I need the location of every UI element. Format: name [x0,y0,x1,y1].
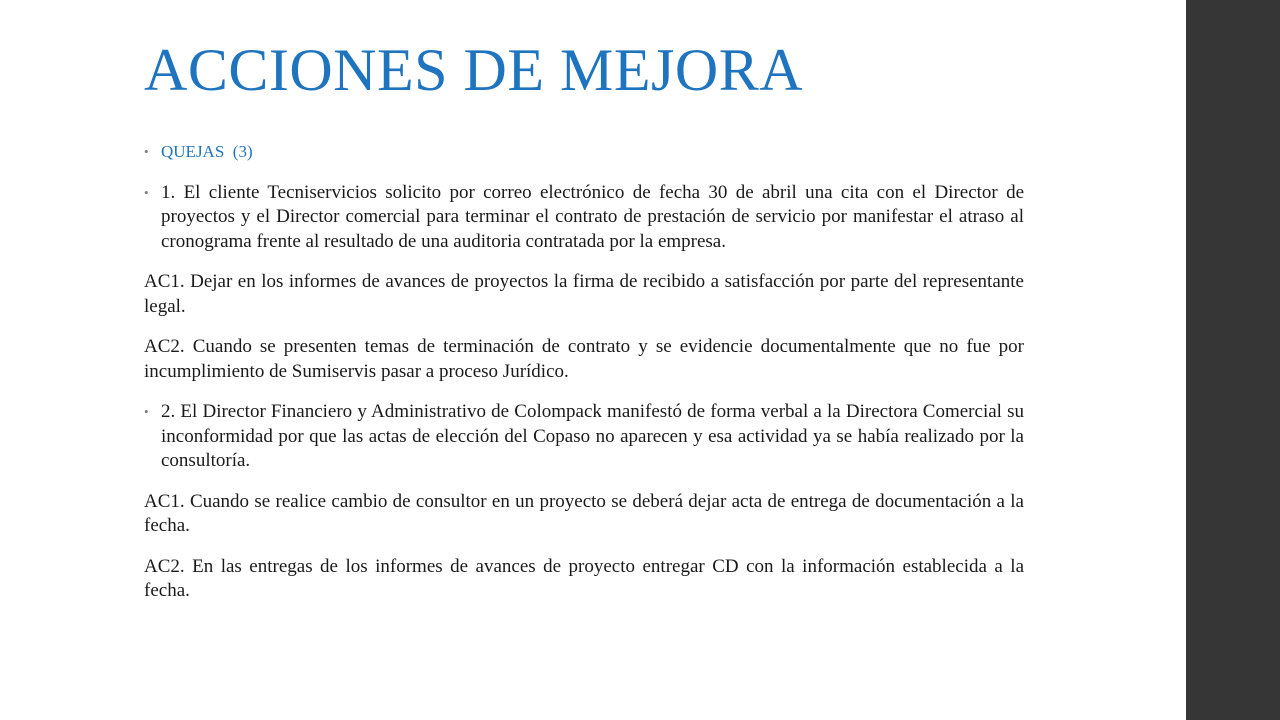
bullet-dot-icon: • [144,404,149,419]
complaint-2-action-1: AC1. Cuando se realice cambio de consultor en un proyecto se deberá dejar acta de entrega de documentación a la fecha. [144,490,1024,536]
decorative-side-bar [1186,0,1280,720]
slide-content [144,140,1024,620]
complaint-1-action-2: AC2. Cuando se presenten temas de terminación de contrato y se evidencie documentalmente que no fue por incumplimiento de Sumiservis pasar a proceso Jurídico. [144,336,1024,382]
bullet-complaint-2 [144,400,1024,474]
heading-text: QUEJAS (3) [161,142,253,161]
bullet-dot-icon: • [144,144,149,159]
bullet-heading-quejas [144,140,1024,165]
complaint-2-text: 2. El Director Financiero y Administrativo de Colompack manifestó de forma verbal a la Directora Comercial su inconformidad por que las actas de elección del Copaso no aparecen y esa actividad ya se había realizado por la consultoría. [161,401,1024,471]
complaint-1-action-1: AC1. Dejar en los informes de avances de proyectos la firma de recibido a satisfacción por parte del representante legal. [144,271,1024,317]
slide-title: ACCIONES DE MEJORA [144,37,804,103]
complaint-2-action-2: AC2. En las entregas de los informes de avances de proyecto entregar CD con la información establecida a la fecha. [144,555,1024,601]
bullet-dot-icon: • [144,184,149,200]
bullet-complaint-1 [144,181,1024,255]
complaint-1-text: 1. El cliente Tecniservicios solicito por correo electrónico de fecha 30 de abril una cita con el Director de proyectos y el Director comercial para terminar el contrato de prestación de servicio por manifestar el atraso al cronograma frente al resultado de una auditoria contratada por la empresa. [161,181,1024,252]
